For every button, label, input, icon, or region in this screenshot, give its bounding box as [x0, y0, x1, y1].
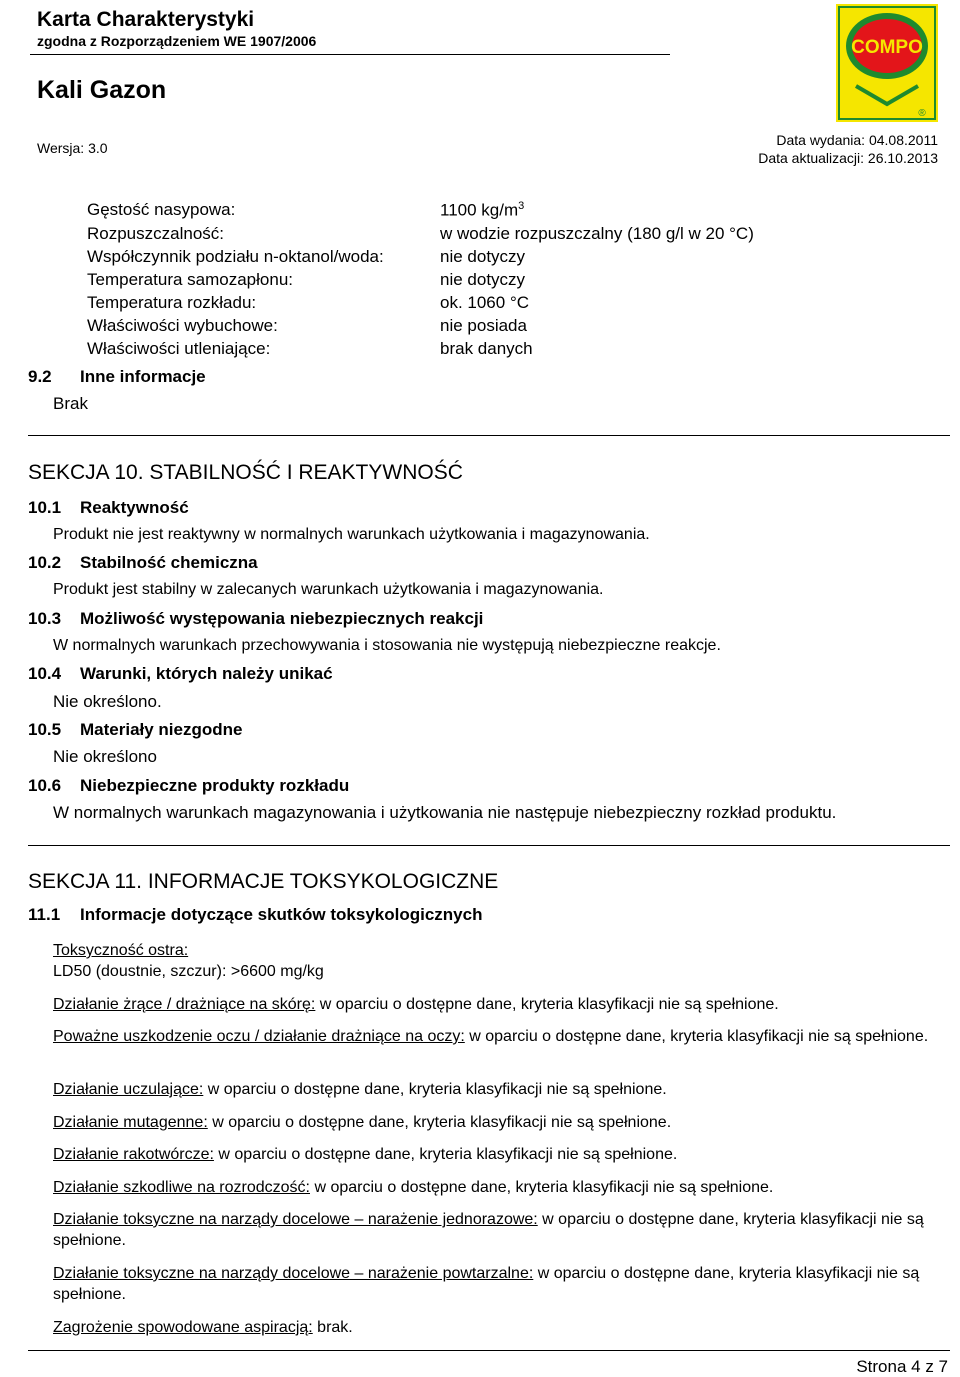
subsection-number: 10.3 [28, 609, 62, 628]
property-label: Temperatura samozapłonu: [87, 270, 294, 289]
document-title: Karta Charakterystyki [37, 8, 255, 31]
subsection-title: Inne informacje [80, 367, 206, 386]
header-divider [30, 54, 670, 55]
property-label: Właściwości wybuchowe: [87, 316, 278, 335]
tox-effect [53, 1144, 933, 1165]
property-value: nie dotyczy [440, 270, 526, 289]
logo-text: COMPO [851, 37, 923, 58]
tox-effect [53, 1263, 933, 1305]
subsection-title: Informacje dotyczące skutków toksykologicznych [80, 905, 483, 924]
dates-block [758, 131, 938, 167]
tox-effect-text: w oparciu o dostępne dane, kryteria klasyfikacji nie są spełnione. [310, 1179, 774, 1196]
tox-effect [53, 1026, 933, 1047]
property-value: ok. 1060 °C [440, 293, 530, 312]
tox-effect [53, 1112, 933, 1133]
tox-effect-label: Działanie szkodliwe na rozrodczość: [53, 1179, 310, 1196]
section-11-title: SEKCJA 11. INFORMACJE TOKSYKOLOGICZNE [28, 870, 499, 893]
version-label: Wersja: 3.0 [37, 140, 108, 156]
compo-logo [836, 4, 938, 122]
tox-effect-text: w oparciu o dostępne dane, kryteria klasyfikacji nie są spełnione. [53, 1211, 924, 1249]
footer-divider [28, 1350, 950, 1351]
property-value: brak danych [440, 339, 533, 358]
tox-effect-label: Poważne uszkodzenie oczu / działanie drażniące na oczy: [53, 1028, 465, 1045]
section-10-title: SEKCJA 10. STABILNOŚĆ I REAKTYWNOŚĆ [28, 461, 463, 484]
tox-effect [53, 1209, 933, 1251]
subsection-text: Nie określono. [53, 692, 162, 711]
section-divider [28, 435, 950, 436]
tox-effect-label: Działanie toksyczne na narządy docelowe – narażenie jednorazowe: [53, 1211, 538, 1228]
issue-date: Data wydania: 04.08.2011 [776, 132, 938, 148]
property-label: Temperatura rozkładu: [87, 293, 257, 312]
tox-effect-text: w oparciu o dostępne dane, kryteria klasyfikacji nie są spełnione. [207, 1114, 672, 1131]
subsection-title: Możliwość występowania niebezpiecznych reakcji [80, 609, 484, 628]
tox-effect [53, 1317, 933, 1338]
tox-effect-text: w oparciu o dostępne dane, kryteria klasyfikacji nie są spełnione. [315, 996, 779, 1013]
tox-effect-label: Działanie mutagenne: [53, 1114, 208, 1131]
subsection-text: Produkt jest stabilny w zalecanych warunkach użytkowania i magazynowania. [53, 581, 604, 598]
logo-registered-mark: ® [918, 108, 926, 119]
subsection-text: W normalnych warunkach przechowywania i stosowania nie występują niebezpieczne reakcje. [53, 637, 721, 654]
property-value: 1100 $kg/m^3$ [440, 200, 525, 220]
regulation-subtitle: zgodna z Rozporządzeniem WE 1907/2006 [37, 33, 317, 49]
acute-toxicity-label: Toksyczność ostra: [53, 942, 189, 959]
subsection-number: 11.1 [28, 905, 61, 924]
property-value: nie dotyczy [440, 247, 526, 266]
property-label: Współczynnik podziału n-oktanol/woda: [87, 247, 384, 266]
subsection-title: Niebezpieczne produkty rozkładu [80, 776, 350, 795]
tox-effect [53, 1177, 933, 1198]
tox-effect-text: w oparciu o dostępne dane, kryteria klasyfikacji nie są spełnione. [53, 1265, 920, 1303]
page-number: Strona 4 z 7 [856, 1357, 948, 1376]
acute-toxicity-value: LD50 (doustnie, szczur): >6600 mg/kg [53, 963, 324, 980]
subsection-text: Produkt nie jest reaktywny w normalnych warunkach użytkowania i magazynowania. [53, 526, 650, 543]
subsection-title: Reaktywność [80, 498, 189, 517]
subsection-number: 10.1 [28, 498, 62, 517]
property-value: w wodzie rozpuszczalny (180 g/l w 20 °C) [440, 224, 754, 243]
section-divider [28, 845, 950, 846]
subsection-number: 10.6 [28, 776, 62, 795]
tox-effect-label: Zagrożenie spowodowane aspiracją: [53, 1319, 313, 1336]
subsection-title: Materiały niezgodne [80, 720, 243, 739]
tox-effect-label: Działanie uczulające: [53, 1081, 204, 1098]
product-name: Kali Gazon [37, 76, 167, 104]
subsection-title: Warunki, których należy unikać [80, 664, 333, 683]
property-label: Właściwości utleniające: [87, 339, 271, 358]
subsection-number: 9.2 [28, 367, 52, 386]
update-date: Data aktualizacji: 26.10.2013 [758, 150, 938, 166]
subsection-number: 10.2 [28, 553, 62, 572]
subsection-text: W normalnych warunkach magazynowania i użytkowania nie następuje niebezpieczny rozkład produktu. [53, 803, 837, 822]
tox-effect-label: Działanie rakotwórcze: [53, 1146, 214, 1163]
tox-effect-label: Działanie toksyczne na narządy docelowe – narażenie powtarzalne: [53, 1265, 534, 1282]
property-value: nie posiada [440, 316, 527, 335]
subsection-number: 10.4 [28, 664, 62, 683]
tox-effect [53, 1079, 933, 1100]
acute-toxicity [53, 940, 933, 982]
property-label: Rozpuszczalność: [87, 224, 225, 243]
tox-effect-text: w oparciu o dostępne dane, kryteria klasyfikacji nie są spełnione. [213, 1146, 678, 1163]
tox-effect-text: brak. [312, 1319, 353, 1336]
subsection-text: Brak [53, 394, 88, 413]
subsection-title: Stabilność chemiczna [80, 553, 258, 572]
tox-effect-label: Działanie żrące / drażniące na skórę: [53, 996, 316, 1013]
subsection-text: Nie określono [53, 747, 157, 766]
tox-effect [53, 994, 933, 1015]
tox-effect-text: w oparciu o dostępne dane, kryteria klasyfikacji nie są spełnione. [464, 1028, 929, 1045]
subsection-number: 10.5 [28, 720, 62, 739]
property-label: Gęstość nasypowa: [87, 200, 236, 219]
tox-effect-text: w oparciu o dostępne dane, kryteria klasyfikacji nie są spełnione. [203, 1081, 667, 1098]
